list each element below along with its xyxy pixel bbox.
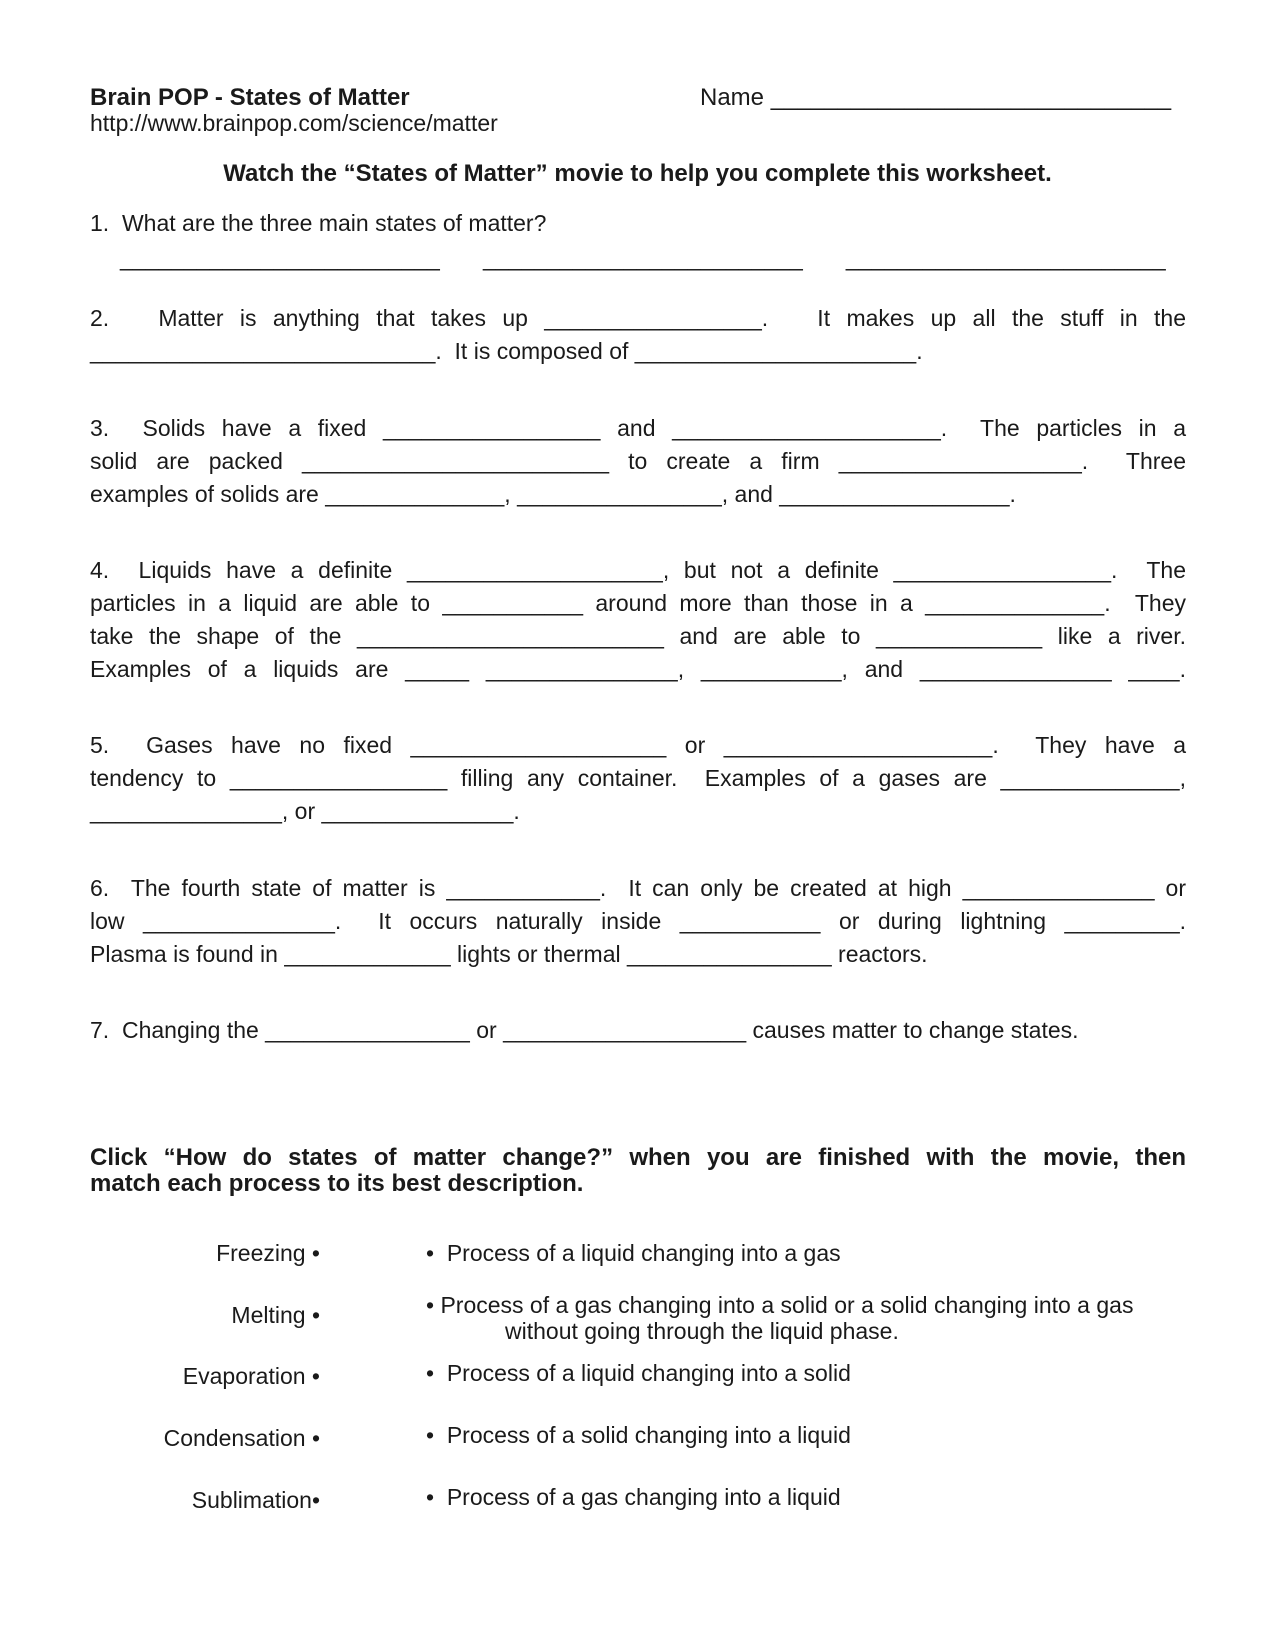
- match-term-condensation[interactable]: Condensation •: [163, 1425, 320, 1451]
- match-description[interactable]: • Process of a gas changing into a solid or a solid changing into a gas: [426, 1292, 1134, 1318]
- question-4: [90, 554, 1186, 686]
- question-4-line: take the shape of the ________________________ and are able to _____________ like a river.: [90, 623, 1186, 649]
- question-6-line: Plasma is found in _____________ lights or thermal ________________ reactors.: [90, 941, 928, 967]
- question-4-line: 4. Liquids have a definite ____________________, but not a definite _________________. The: [90, 557, 1186, 583]
- question-7: 7. Changing the ________________ or ___________________ causes matter to change states.: [90, 1017, 1079, 1043]
- instruction-heading: Watch the “States of Matter” movie to help you complete this worksheet.: [223, 160, 1052, 187]
- question-3-line: solid are packed ________________________ to create a firm ___________________. Three: [90, 448, 1186, 474]
- match-description[interactable]: • Process of a liquid changing into a solid: [426, 1360, 851, 1386]
- question-2-line: 2. Matter is anything that takes up _________________. It makes up all the stuff in the: [90, 305, 1186, 331]
- question-3-line: 3. Solids have a fixed _________________ and _____________________. The particles in a: [90, 415, 1186, 441]
- source-url: http://www.brainpop.com/science/matter: [90, 110, 498, 136]
- question-4-line: Examples of a liquids are _____ _______________, ___________, and _______________ ____.: [90, 656, 1186, 682]
- match-description[interactable]: • Process of a solid changing into a liquid: [426, 1422, 851, 1448]
- name-field[interactable]: Name ______________________________: [700, 84, 1172, 111]
- match-instruction: [90, 1145, 1186, 1197]
- question-6: [90, 872, 1186, 971]
- question-2-line: ___________________________. It is composed of ______________________.: [90, 338, 923, 364]
- match-term-evaporation[interactable]: Evaporation •: [182, 1363, 320, 1389]
- question-6-line: 6. The fourth state of matter is ____________. It can only be created at high _______________ or: [90, 875, 1186, 901]
- question-5-line: tendency to _________________ filling any container. Examples of a gases are ______________,: [90, 765, 1186, 791]
- question-1: 1. What are the three main states of matter?: [90, 210, 547, 236]
- match-description[interactable]: • Process of a gas changing into a liquid: [426, 1484, 841, 1510]
- worksheet-title: Brain POP - States of Matter: [90, 84, 410, 111]
- question-3-line: examples of solids are ______________, ________________, and __________________.: [90, 481, 1016, 507]
- question-5-line: 5. Gases have no fixed ____________________ or _____________________. They have a: [90, 732, 1186, 758]
- question-6-line: low _______________. It occurs naturally inside ___________ or during lightning _________.: [90, 908, 1186, 934]
- match-term-melting[interactable]: Melting •: [231, 1302, 320, 1328]
- question-5: [90, 729, 1186, 828]
- match-description[interactable]: • Process of a liquid changing into a gas: [426, 1240, 841, 1266]
- match-instruction-line: match each process to its best description.: [90, 1170, 584, 1197]
- question-5-line: _______________, or _______________.: [90, 798, 520, 824]
- match-description-continuation: without going through the liquid phase.: [505, 1318, 899, 1344]
- match-term-freezing[interactable]: Freezing •: [216, 1240, 320, 1266]
- question-4-line: particles in a liquid are able to ___________ around more than those in a ______________. They: [90, 590, 1186, 616]
- question-1-blanks[interactable]: _________________________ _________________________ _________________________: [120, 245, 1166, 271]
- match-instruction-line: Click “How do states of matter change?” when you are finished with the movie, then: [90, 1144, 1186, 1171]
- match-term-sublimation[interactable]: Sublimation•: [191, 1487, 320, 1513]
- question-2: [90, 302, 1186, 368]
- question-3: [90, 412, 1186, 511]
